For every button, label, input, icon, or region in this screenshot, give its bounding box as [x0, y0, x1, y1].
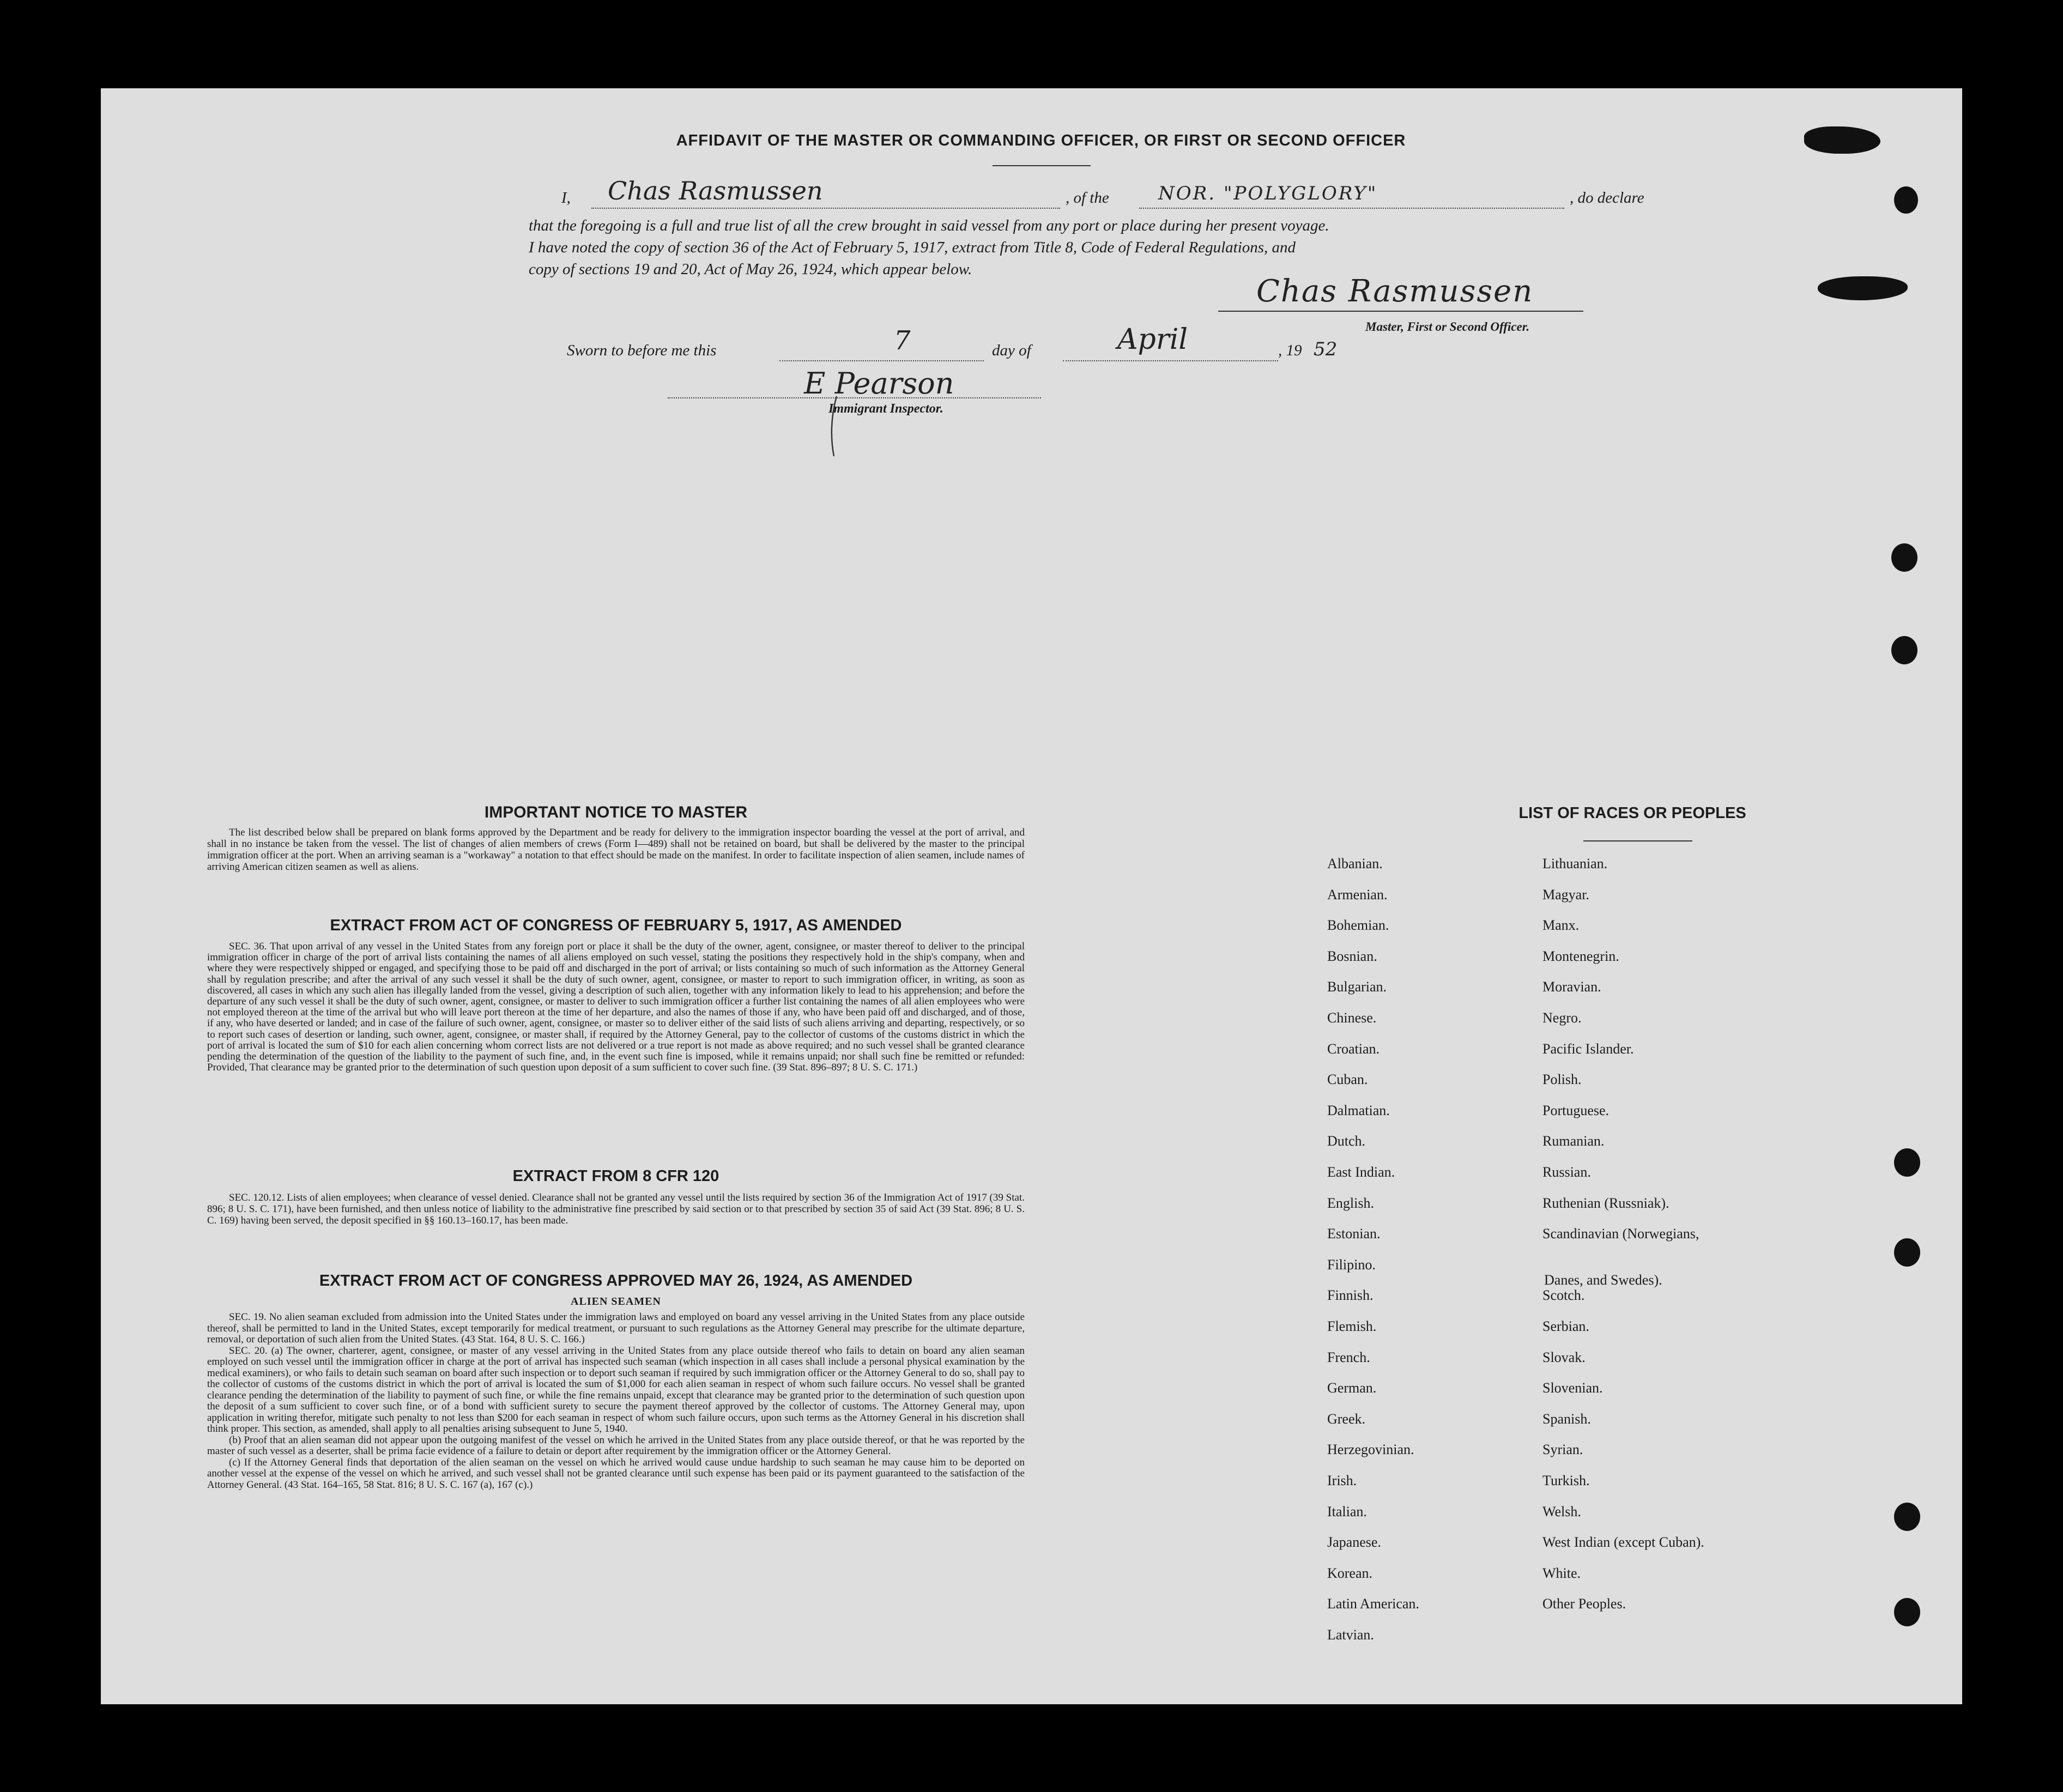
race-item: French.	[1327, 1349, 1370, 1365]
master-name-field	[591, 176, 1060, 209]
race-item: Croatian.	[1327, 1040, 1380, 1057]
affidavit-line1	[561, 176, 1668, 214]
year-handwritten: 52	[1314, 338, 1338, 360]
notice-title: IMPORTANT NOTICE TO MASTER	[484, 803, 748, 821]
punch-hole-7	[1894, 1598, 1920, 1626]
extract-1917-text: SEC. 36. That upon arrival of any vessel in the United States from any foreign port or place it shall be the duty of the owner, agent, consignee, or master thereof to deliver to the principal immigration officer in charge of the port of arrival lists containing the names of all aliens employed on such vessel, stating the positions they respectively hold in the ship's company, when and where they were respectively shipped or engaged, and specifying those to be paid off and discharged in the port of arrival; or lists containing so much of such information as the Attorney General shall by regulation prescribe; and after the arrival of any such vessel it shall be the duty of such owner, agent, consignee, or master to report to such immigration officer, in writing, as soon as discovered, all cases in which any such alien has illegally landed from the vessel, giving a description of such alien, together with any information likely to lead to his apprehension; and before the departure of any such vessel it shall be the duty of such owner, agent, consignee, or master to deliver to such immigration officer a further list containing the names of all alien employees who were not employed thereon at the time of the arrival but who will leave port thereon at the time of her departure, and also the names of those if any, who have been paid off and discharged, and of those, if any, who have deserted or landed; and in case of the failure of such owner, agent, consignee, or master so to deliver either of the said lists of such aliens arriving and departing, respectively, or so to report such cases of desertion or landing, such owner, agent, consignee, or master shall, if required by the Attorney General, pay to the collector of customs of the customs district in which the port of arrival is located the sum of $10 for each alien concerning whom correct lists are not delivered or a true report is not made as above required; and no such vessel shall be granted clearance pending the determination of the question of the liability to the payment of such fine, and, in the event such fine is imposed, while it remains unpaid; nor shall such fine be remitted or refunded: Provided, That clearance may be granted prior to the determination of such question upon deposit of a sum sufficient to cover such fine. (39 Stat. 896–897; 8 U. S. C. 171.)	[207, 941, 1025, 1074]
sec20a-text: SEC. 20. (a) The owner, charterer, agent, consignee, or master of any vessel arriving in the United States from any place outside thereof who fails to detain on board any alien seaman employed on such vessel until the immigration officer in charge at the port of arrival has inspected such seaman (which inspection in all cases shall include a personal physical examination by the medical examiners), or who fails to detain such seaman on board after such inspection or to deport such seaman if required by such immigration officer or the Attorney General to do so, shall pay to the collector of customs of the customs district in which the port of arrival is located the sum of $1,000 for each alien seaman in respect of whom such failure occurs. No vessel shall be granted clearance pending the determination of the liability to payment of such fine, or while the fine remains unpaid, except that clearance may be granted prior to the determination of such question upon the deposit of a sum sufficient to cover such fine, or of a bond with sufficient surety to secure the payment thereof approved by the collector of customs. The Attorney General may, upon application in writing therefor, mitigate such penalty to not less than $200 for each seaman in respect of whom such failure occurs, upon such terms as the Attorney General in his discretion shall think proper. This section, as amended, shall apply to all penalties arising subsequent to June 5, 1940.	[207, 1345, 1025, 1434]
race-item: East Indian.	[1327, 1164, 1395, 1180]
race-item: Montenegrin.	[1542, 948, 1619, 964]
race-item: Japanese.	[1327, 1534, 1381, 1551]
race-item: Slovak.	[1542, 1349, 1586, 1365]
of-the-label: , of the	[1066, 189, 1109, 207]
day-handwritten: 7	[894, 325, 911, 356]
race-item: Armenian.	[1327, 886, 1388, 903]
i-label: I,	[561, 189, 571, 207]
race-item: Dutch.	[1327, 1133, 1366, 1149]
race-item: Irish.	[1327, 1473, 1357, 1488]
day-field	[779, 325, 984, 361]
race-item: Lithuanian.	[1542, 856, 1608, 871]
inspector-signature: E Pearson	[804, 366, 954, 401]
races-title-rule	[1583, 840, 1692, 841]
month-handwritten: April	[1117, 323, 1188, 356]
race-item: Syrian.	[1542, 1442, 1583, 1458]
race-item: Greek.	[1327, 1410, 1366, 1427]
do-declare-label: , do declare	[1570, 189, 1644, 207]
race-item: Welsh.	[1542, 1503, 1581, 1519]
inspector-caption: Immigrant Inspector.	[828, 402, 943, 416]
extract-1924-title: EXTRACT FROM ACT OF CONGRESS APPROVED MAY 26, 1924, AS AMENDED	[319, 1272, 913, 1289]
punch-hole-1	[1894, 186, 1918, 214]
year-prefix: , 19	[1278, 342, 1302, 359]
race-item: Herzegovinian.	[1327, 1442, 1414, 1458]
race-item: German.	[1327, 1380, 1377, 1396]
race-item: Finnish.	[1327, 1287, 1374, 1304]
extract-1924-subtitle: ALIEN SEAMEN	[571, 1295, 661, 1307]
race-item: Rumanian.	[1542, 1133, 1605, 1149]
race-item: Pacific Islander.	[1542, 1040, 1634, 1057]
race-item: Chinese.	[1327, 1010, 1377, 1026]
vessel-field	[1139, 183, 1564, 209]
race-item: Polish.	[1542, 1071, 1582, 1088]
race-item: Albanian.	[1327, 856, 1383, 871]
race-item: Serbian.	[1542, 1318, 1589, 1334]
race-item: Magyar.	[1542, 886, 1589, 903]
race-item: Italian.	[1327, 1503, 1367, 1519]
race-item: Scotch.	[1542, 1287, 1585, 1304]
affidavit-line4: copy of sections 19 and 20, Act of May 26, 1924, which appear below.	[529, 261, 972, 278]
race-item: Latvian.	[1327, 1627, 1374, 1643]
vessel-handwritten: NOR. "POLYGLORY"	[1158, 183, 1378, 204]
master-signature: Chas Rasmussen	[1256, 274, 1534, 309]
extract-8cfr-title: EXTRACT FROM 8 CFR 120	[512, 1167, 719, 1185]
race-item: Portuguese.	[1542, 1102, 1610, 1118]
punch-hole-5	[1894, 1238, 1920, 1267]
race-item: West Indian (except Cuban).	[1542, 1534, 1704, 1551]
race-item: Other Peoples.	[1542, 1596, 1626, 1612]
race-item: Slovenian.	[1542, 1380, 1603, 1396]
title-rule	[993, 165, 1091, 166]
race-item: Spanish.	[1542, 1410, 1591, 1427]
affidavit-line2: that the foregoing is a full and true list of all the crew brought in said vessel from any port or place during her present voyage.	[529, 217, 1329, 234]
race-item: Estonian.	[1327, 1226, 1381, 1242]
race-item: English.	[1327, 1195, 1374, 1211]
race-item: Negro.	[1542, 1010, 1582, 1026]
race-item: Flemish.	[1327, 1318, 1377, 1334]
master-name-handwritten: Chas Rasmussen	[608, 176, 823, 205]
day-of-label: day of	[992, 342, 1031, 359]
race-item: Bulgarian.	[1327, 979, 1387, 995]
race-item: Turkish.	[1542, 1473, 1590, 1488]
race-item: Bosnian.	[1327, 948, 1377, 964]
punch-hole-2	[1891, 543, 1917, 572]
race-item: Scandinavian (Norwegians,	[1542, 1226, 1699, 1242]
race-item: Ruthenian (Russniak).	[1542, 1195, 1669, 1211]
extract-1917-title: EXTRACT FROM ACT OF CONGRESS OF FEBRUARY 5, 1917, AS AMENDED	[330, 917, 902, 934]
race-item: White.	[1542, 1565, 1581, 1581]
race-item: Bohemian.	[1327, 917, 1389, 934]
race-item: Danes, and Swedes).	[1544, 1272, 1662, 1288]
race-item: Manx.	[1542, 917, 1580, 934]
ink-blot-1	[1804, 126, 1880, 154]
master-caption: Master, First or Second Officer.	[1365, 320, 1530, 334]
race-item: Cuban.	[1327, 1071, 1368, 1088]
punch-hole-6	[1894, 1503, 1920, 1531]
month-field	[1063, 323, 1278, 361]
notice-text: The list described below shall be prepared on blank forms approved by the Department and be ready for delivery to the immigration inspector boarding the vessel at the port of arrival, and shall in no instance be taken from the vessel. The list of changes of alien members of crews (Form I—489) shall not be retained on board, but shall be delivered by the master to the principal immigration officer at the port. When an arriving seaman is a "workaway" a notation to that effect should be made on the manifest. In order to facilitate inspection of alien seamen, include names of arriving American citizen seamen as well as aliens.	[207, 827, 1025, 873]
document-page	[101, 88, 1962, 1704]
race-item: Korean.	[1327, 1565, 1373, 1581]
ink-blot-2	[1818, 276, 1908, 300]
punch-hole-3	[1891, 636, 1917, 664]
extract-1924-body	[207, 1312, 1025, 1491]
race-item: Latin American.	[1327, 1596, 1419, 1612]
master-signature-rule	[1218, 311, 1583, 312]
race-item: Dalmatian.	[1327, 1102, 1390, 1118]
sec20b-text: (b) Proof that an alien seaman did not appear upon the outgoing manifest of the vessel on which he arrived in the United States from any place outside thereof, or that he was reported by the master of such vessel as a deserter, shall be prima facie evidence of a failure to detain or deport after requirement by the immigration officer or the Attorney General.	[207, 1434, 1025, 1457]
races-title: LIST OF RACES OR PEOPLES	[1518, 804, 1746, 822]
sec20c-text: (c) If the Attorney General finds that deportation of the alien seaman on the vessel on which he arrived would cause undue hardship to such seaman he may cause him to be deported on another vessel at the expense of the vessel on which he arrived, and such vessel shall not be granted clearance until such expense has been paid or its payment guaranteed to the satisfaction of the Attorney General. (43 Stat. 164–165, 58 Stat. 816; 8 U. S. C. 167 (a), 167 (c).)	[207, 1456, 1025, 1491]
sec19-text: SEC. 19. No alien seaman excluded from admission into the United States under the immigration laws and employed on board any vessel arriving in the United States from any place outside thereof, shall be permitted to land in the United States, except temporarily for medical treatment, or pursuant to such regulations as the Attorney General may prescribe for the ultimate departure, removal, or deportation of such alien from the United States. (43 Stat. 164, 8 U. S. C. 166.)	[207, 1311, 1025, 1345]
affidavit-title: AFFIDAVIT OF THE MASTER OR COMMANDING OFFICER, OR FIRST OR SECOND OFFICER	[676, 132, 1406, 149]
punch-hole-4	[1894, 1148, 1920, 1177]
affidavit-line3: I have noted the copy of section 36 of the Act of February 5, 1917, extract from Title 8, Code of Federal Regulations, and	[529, 239, 1296, 256]
race-item: Moravian.	[1542, 979, 1601, 995]
extract-8cfr-text: SEC. 120.12. Lists of alien employees; when clearance of vessel denied. Clearance shall not be granted any vessel until the lists required by section 36 of the Immigration Act of 1917 (39 Stat. 896; 8 U. S. C. 171), have been furnished, and then unless notice of liability to the administrative fine prescribed by said section or to that prescribed by section 35 of said Act (39 Stat. 896; 8 U. S. C. 169) having been served, the deposit specified in §§ 160.13–160.17, has been made.	[207, 1192, 1025, 1226]
sworn-label: Sworn to before me this	[567, 342, 717, 359]
race-item: Filipino.	[1327, 1256, 1376, 1273]
race-item: Russian.	[1542, 1164, 1591, 1180]
